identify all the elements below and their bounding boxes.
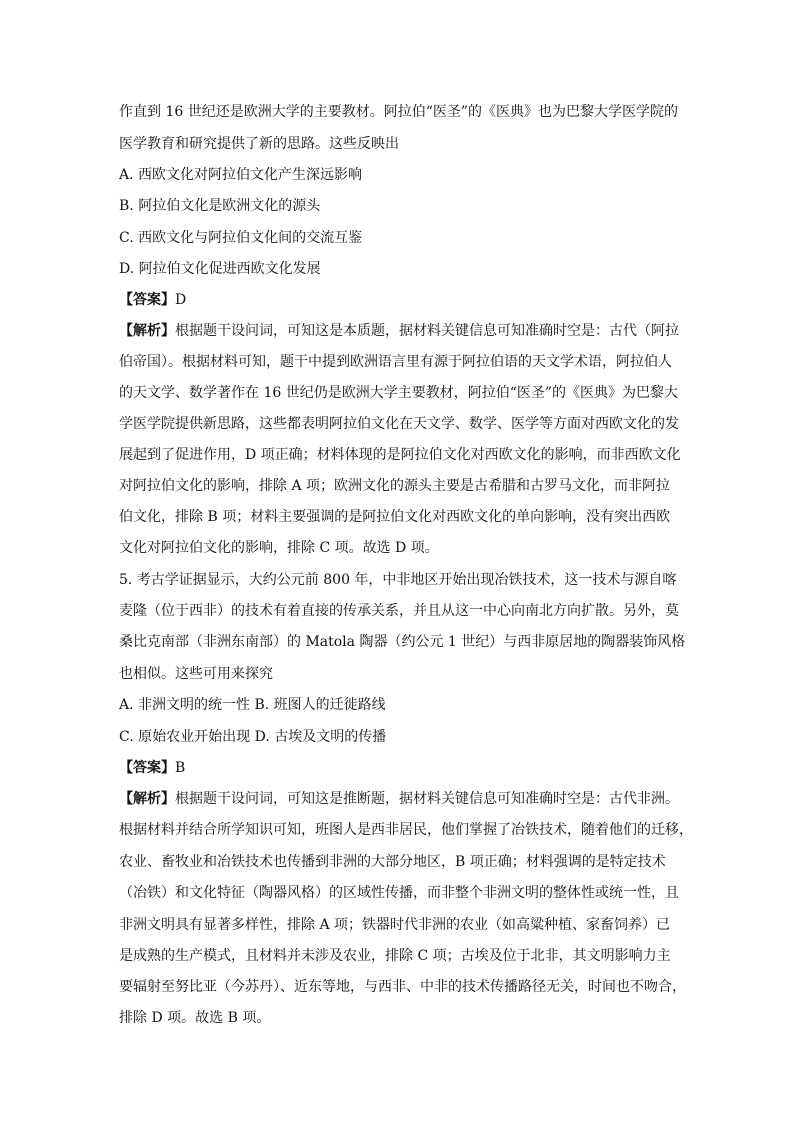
analysis-text: 根据题干设问词，可知这是本质题，据材料关键信息可知准确时空是：古代（阿拉 xyxy=(175,323,679,339)
question-4-analysis-line-8: 文化对阿拉伯文化的影响，排除 C 项。故选 D 项。 xyxy=(119,540,439,556)
question-4-stem-line-2: 医学教育和研究提供了新的思路。这些反映出 xyxy=(119,136,399,152)
question-5-analysis-line-4: （冶铁）和文化特征（陶器风格）的区域性传播，而非整个非洲文明的整体性或统一性，且 xyxy=(119,885,679,901)
analysis-label: 【解析】 xyxy=(119,323,175,339)
question-4-analysis-line-5: 展起到了促进作用，D 项正确；材料体现的是阿拉伯文化对西欧文化的影响，而非西欧文化 xyxy=(119,447,681,463)
question-4-analysis-line-6: 对阿拉伯文化的影响，排除 A 项；欧洲文化的源头主要是古希腊和古罗马文化，而非阿拉 xyxy=(119,478,671,494)
answer-value: B xyxy=(175,760,186,776)
question-5-analysis-line-8: 排除 D 项。故选 B 项。 xyxy=(119,1010,271,1026)
question-4-analysis-line-7: 伯文化，排除 B 项；材料主要强调的是阿拉伯文化对西欧文化的单向影响，没有突出西欧 xyxy=(119,509,671,525)
answer-label: 【答案】 xyxy=(119,292,175,308)
question-5-options-ab: A. 非洲文明的统一性 B. 班图人的迁徙路线 xyxy=(119,697,386,713)
question-4-analysis-line-4: 学医学院提供新思路，这些都表明阿拉伯文化在天文学、数学、医学等方面对西欧文化的发 xyxy=(119,416,679,432)
question-5-answer xyxy=(119,758,185,778)
question-5-analysis-line-3: 农业、畜牧业和冶铁技术也传播到非洲的大部分地区，B 项正确；材料强调的是特定技术 xyxy=(119,854,666,870)
question-5-stem-line-1: 5. 考古学证据显示，大约公元前 800 年，中非地区开始出现冶铁技术，这一技术与源自喀 xyxy=(119,572,677,588)
question-4-option-b: B. 阿拉伯文化是欧洲文化的源头 xyxy=(119,198,321,214)
question-5-analysis-line-2: 根据材料并结合所学知识可知，班图人是西非居民，他们掌握了冶铁技术，随着他们的迁移， xyxy=(119,822,693,838)
question-4-stem-line-1: 作直到 16 世纪还是欧洲大学的主要教材。阿拉伯“医圣”的《医典》也为巴黎大学医学院的 xyxy=(119,104,679,120)
question-5-analysis-line-7: 要辐射至努比亚（今苏丹）、近东等地，与西非、中非的技术传播路径无关，时间也不吻合， xyxy=(119,979,686,995)
question-4-answer xyxy=(119,290,186,310)
question-5-stem-line-4: 也相似。这些可用来探究 xyxy=(119,666,273,682)
analysis-label: 【解析】 xyxy=(119,791,175,807)
question-5-stem-line-3: 桑比克南部（非洲东南部）的 Matola 陶器（约公元 1 世纪）与西非原居地的陶器装饰风格 xyxy=(119,634,686,650)
answer-value: D xyxy=(175,292,187,308)
answer-label: 【答案】 xyxy=(119,760,175,776)
question-5-analysis-line-6: 是成熟的生产模式，且材料并未涉及农业，排除 C 项；古埃及位于北非，其文明影响力主 xyxy=(119,948,671,964)
question-5-analysis-line-1 xyxy=(119,789,679,809)
question-4-option-c: C. 西欧文化与阿拉伯文化间的交流互鉴 xyxy=(119,230,363,246)
question-4-option-a: A. 西欧文化对阿拉伯文化产生深远影响 xyxy=(119,167,363,183)
question-4-analysis-line-2: 伯帝国）。根据材料可知，题干中提到欧洲语言里有源于阿拉伯语的天文学术语，阿拉伯人 xyxy=(119,354,672,370)
question-4-analysis-line-3: 的天文学、数学著作在 16 世纪仍是欧洲大学主要教材，阿拉伯“医圣”的《医典》为巴黎大 xyxy=(119,385,679,401)
analysis-text: 根据题干设问词，可知这是推断题，据材料关键信息可知准确时空是：古代非洲。 xyxy=(175,791,679,807)
question-5-options-cd: C. 原始农业开始出现 D. 古埃及文明的传播 xyxy=(119,729,387,745)
question-5-stem-line-2: 麦隆（位于西非）的技术有着直接的传承关系，并且从这一中心向南北方向扩散。另外，莫 xyxy=(119,603,679,619)
question-4-analysis-line-1 xyxy=(119,321,679,341)
question-5-analysis-line-5: 非洲文明具有显著多样性，排除 A 项；铁器时代非洲的农业（如高粱种植、家畜饲养）已 xyxy=(119,917,671,933)
question-4-option-d: D. 阿拉伯文化促进西欧文化发展 xyxy=(119,261,321,277)
